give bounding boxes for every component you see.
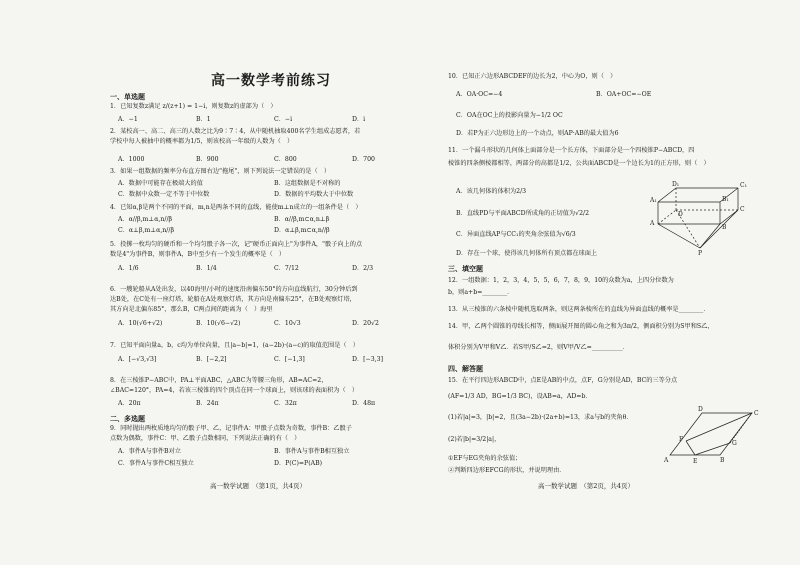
question-1: 1．已知复数z满足 z/(z+1) = 1−i，则复数z的虚部为（ ） [110,103,277,110]
label-para-C: C [754,410,759,417]
question-5-options: A．1/6 B．1/4 C．7/12 D．2/3 [118,265,374,272]
question-8-cont: ∠BAC=120°，PA=4，若该三棱锥的四个顶点在同一个球面上，则该球的表面积为（ ） [110,387,359,394]
question-11-option-d: D．存在一个球，使得该几何体所有顶点都在球面上 [456,250,598,257]
question-6-cont2: 其方向是北偏东85°，那么B，C两点间的距离为（ ）海里 [110,306,273,313]
question-3-options-row1: A．数据中可能存在极端大的值 B．这组数据是不对称的 [118,180,341,187]
question-2: 2．某校高一、高二、高三的人数之比为9∶7∶4，从中随机抽取400名学生组成志愿者，若 [110,128,361,135]
question-14: 14．甲，乙两个圆锥的母线长相等，侧面展开图的圆心角之和为3π/2，侧面积分别为S甲和S乙， [448,323,714,330]
question-15-part2: (2)若|b|=3/2|a|， [448,436,501,443]
label-D: D [678,211,683,218]
question-6: 6．一艘轮船从A处出发，以40海里/小时的速度沿南偏东50°的方向直线航行，30分钟后到 [110,286,358,293]
question-9-options-row1: A．事件A与事件B对立 B．事件A与事件B相互独立 [118,448,350,455]
question-14-cont: 体积分别为V甲和V乙．若S甲/S乙=2，则V甲/V乙=__________． [448,344,629,351]
question-5-cont: 数是4"为事件B，则事件A，B中至少有一个发生的概率是（ ） [110,251,286,258]
question-1-options: A．−1 B．1 C．−i D．i [118,116,366,123]
question-10-option-c: C．OA在OC上的投影向量为−1/2 OC [456,112,563,119]
label-C: C [740,206,745,213]
question-7-options: A．[−√3,√3] B．[−2,2] C．[−1,3] D．[−3,3] [118,356,384,363]
question-11-option-c: C．异面直线AP与CC₁的夹角余弦值为√6/3 [456,231,576,238]
question-11: 11．一个漏斗形状的几何体上面部分是一个长方体，下面部分是一个四棱锥P−ABCD，四 [448,147,695,154]
section-answer: 四、解答题 [448,364,483,373]
question-15-part2-i: ①EF与EG夹角的余弦值； [448,455,522,462]
label-para-F: F [679,436,684,443]
question-7: 7．已知平面向量a，b，c均为单位向量，且|a−b|=1，(a−2b)·(a−c)的取值范围是（ ） [110,342,359,349]
question-9-options-row2: C．事件A与事件C相互独立 D．P(C)=P(AB) [118,460,323,467]
question-12-cont: b，则a+b=________． [448,289,514,296]
question-6-cont: 达B处，在C处有一座灯塔，轮船在A处观察灯塔，其方向是南偏东25°，在B处观察灯塔， [110,296,356,303]
question-10-options-row1: A．OA·OC=−4 B．OA+OC=−OE [456,91,652,98]
label-C1: C₁ [740,182,747,189]
parallelogram-figure [662,405,762,465]
page-title: 高一数学考前练习 [211,73,331,89]
label-para-A: A [664,457,669,464]
question-15-cont: (AF=1/3 AD，BG=1/3 BC)，设AB=a，AD=b． [448,393,592,400]
question-4: 4．已知α,β是两个不同的平面，m,n是两条不同的直线，能使m⊥n成立的一组条件是（ ） [110,204,362,211]
label-P: P [698,250,703,255]
question-3-options-row2: C．数据中众数一定不等于中位数 D．数据的平均数大于中位数 [118,191,354,198]
question-15: 15．在平行四边形ABCD中，点E是AB的中点，点F，G分别是AD，BC的三等分点 [448,377,678,384]
question-9-cont: 点数为偶数，事件C：甲、乙骰子点数相同，下列说法正确的有（ ） [110,435,301,442]
label-para-B: B [720,457,725,464]
question-11-option-b: B．直线PD与平面ABCD所成角的正切值为√2/2 [456,210,590,217]
section-single-choice: 一、单选题 [110,92,145,101]
question-4-options-row2: C．α⊥β,m⊥α,n//β D．α⊥β,m⊂α,n//β [118,227,330,234]
question-6-options: A．10(√6+√2) B．10(√6−√2) C．10√3 D．20√2 [118,320,379,327]
question-3: 3．如果一组数据的频率分布直方图右边"拖尾"，则下列说法一定错误的是（ ） [110,168,331,175]
label-B: B [722,224,727,231]
question-2-cont: 学校中每人被抽中的概率都为1/5，则该校高一年级的人数为（ ） [110,138,294,145]
label-para-E: E [693,458,698,465]
question-8: 8．在三棱锥P−ABC中，PA⊥平面ABC，△ABC为等腰三角形，AB=AC=2， [110,377,328,384]
label-A: A [650,220,655,227]
label-B1: B₁ [722,196,729,203]
funnel-figure [648,180,768,255]
question-11-option-a: A．该几何体的体积为2/3 [456,188,527,195]
section-fill-blank: 三、填空题 [448,264,483,273]
label-para-G: G [732,440,737,447]
question-8-options: A．20π B．24π C．32π D．48π [118,400,376,407]
label-A1: A₁ [650,197,657,204]
question-11-cont: 棱锥的四条侧棱都相等，两部分的高都是1/2，公共面ABCD是一个边长为1的正方形，则（ ） [448,160,710,167]
label-para-D: D [698,406,703,413]
question-13: 13．从三棱锥的六条棱中随机选取两条，则这两条棱所在的直线为异面直线的概率是________． [448,306,710,313]
question-2-options: A．1000 B．900 C．800 D．700 [118,156,375,163]
right-footer: 高一数学试题 （第2页，共4页） [538,482,635,490]
question-5: 5．投掷一枚均匀的硬币和一个均匀骰子各一次，记"硬币正面向上"为事件A，"骰子向上的点 [110,241,363,248]
left-footer: 高一数学试题 （第1页，共4页） [210,482,307,490]
question-12: 12．一组数据：1，2，3，4，5，5，6，7，8，9，10的众数为a，上四分位数为 [448,277,674,284]
question-10-option-d: D．若P为正六边形边上的一个动点，则AP·AB的最大值为6 [456,130,619,137]
question-9: 9．同时抛出两枚质地均匀的骰子甲、乙，记事件A：甲骰子点数为奇数，事件B：乙骰子 [110,425,352,432]
section-multi-choice: 二、多选题 [110,414,145,423]
question-10: 10．已知正六边形ABCDEF的边长为2，中心为O，则（ ） [448,73,617,80]
label-D1: D₁ [672,181,680,188]
question-4-options-row1: A．α//β,m⊥α,n//β B．α//β,m⊂α,n⊥β [118,216,330,223]
question-15-part2-ii: ②判断四边形EFCG的形状，并说明理由． [448,467,566,474]
question-15-part1: (1)若|a|=3，|b|=2，且(3a−2b)·(2a+b)=13，求a与b的夹角θ． [448,414,633,421]
